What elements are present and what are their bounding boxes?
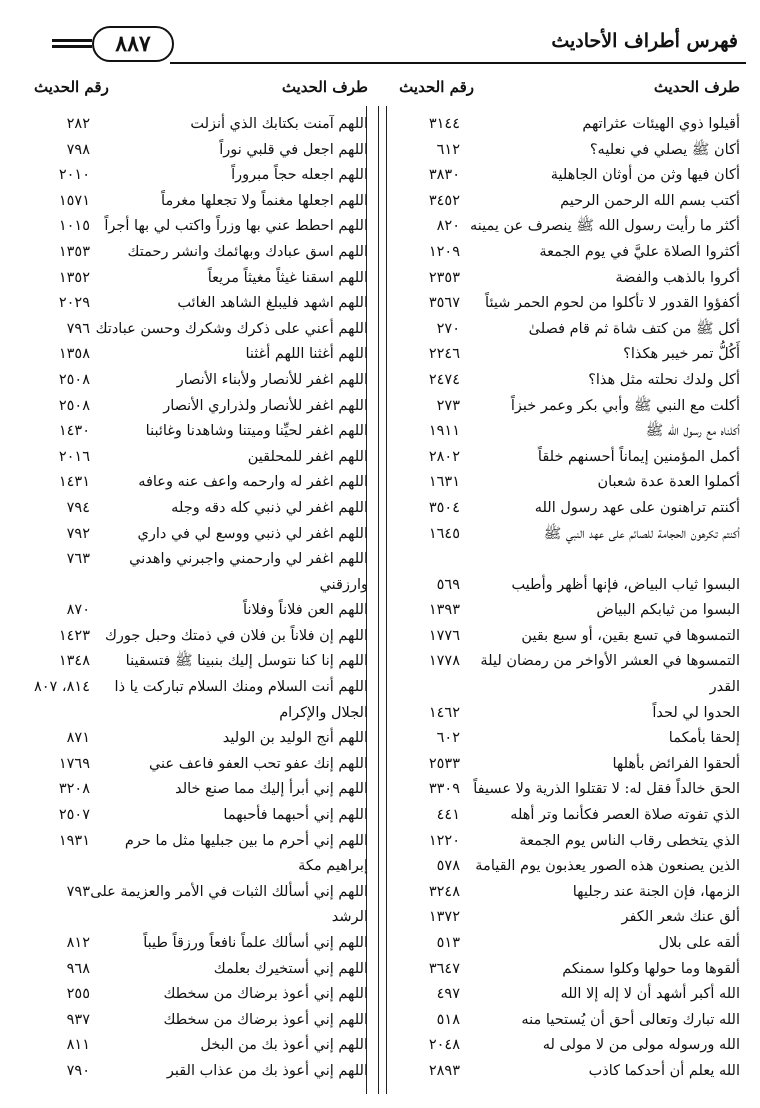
hadith-number: ٦٠٢ [436,730,460,747]
hadith-excerpt: اللهم أنت السلام ومنك السلام تباركت يا ذا الجلال والإكرام [114,679,368,721]
hadith-excerpt: البسوا من ثيابكم البياض [596,602,740,619]
hadith-number: ١٧٧٨ [428,653,460,670]
index-entry [16,931,370,957]
hadith-number: ١٢٢٠ [428,832,460,849]
index-entry [386,522,742,573]
hadith-number: ٤٤١ [436,807,460,824]
hadith-number: ١٣٩٣ [428,602,460,619]
index-entry [386,163,742,189]
header-rule [52,39,92,42]
hadith-number: ١٤٣٠ [58,423,90,440]
hadith-number: ٩٦٨ [66,960,90,977]
index-entry [16,342,370,368]
hadith-excerpt: اللهم إني أحبهما فأحبهما [223,807,368,824]
hadith-number: ٢٥٠٧ [58,807,90,824]
hadith-excerpt: اللهم إني أحرم ما بين جبليها مثل ما حرم إبراهيم مكة [124,832,368,875]
hadith-excerpt: أكثر ما رأيت رسول الله ﷺ ينصرف عن يمينه [469,218,740,235]
index-entry [16,675,370,726]
hadith-excerpt: اللهم اغفر للمحلقين [247,448,368,465]
hadith-number: ١٣٥٨ [58,346,90,363]
hadith-excerpt: ألق عنك شعر الكفر [621,909,740,926]
hadith-number: ٢٣٥٣ [428,269,460,286]
index-entry [386,1033,742,1059]
hadith-number: ٢٠٢٩ [58,295,90,312]
hadith-excerpt: اللهم إني أستخيرك بعلمك [213,960,368,977]
index-entry [386,649,742,700]
index-entry [16,649,370,675]
hadith-number: ١٧٦٩ [58,755,90,772]
index-entry [386,726,742,752]
index-entry [386,701,742,727]
index-entry [16,547,370,598]
hadith-excerpt: التمسوها في تسع بقين، أو سبع بقين [521,627,740,644]
hadith-excerpt: أكان فيها وثن من أوثان الجاهلية [550,167,740,184]
hadith-excerpt: اللهم أغثنا اللهم أغثنا [245,346,368,363]
index-entry [16,624,370,650]
column-separator [378,106,379,1094]
index-entry [16,803,370,829]
hadith-excerpt: اللهم إنك عفو تحب العفو فاعف عني [148,755,368,772]
hadith-excerpt: أكل ﷺ من كتف شاة ثم قام فصلىٰ [528,320,740,337]
right-number-header: رقم الحديث [399,78,474,96]
hadith-number: ١٣٤٨ [58,653,90,670]
hadith-excerpt: اللهم اغفر للأنصار ولأبناء الأنصار [176,371,368,388]
index-entry [386,752,742,778]
header-underline [170,62,746,64]
index-entry [16,317,370,343]
hadith-excerpt: ألقه على بلال [658,935,740,951]
hadith-number: ٣٥٦٧ [428,295,460,312]
hadith-excerpt: الحق خالداً فقل له: لا تقتلوا الذرية ولا عسيفاً [473,781,740,798]
index-entry [16,163,370,189]
hadith-excerpt: أكثروا الصلاة عليَّ في يوم الجمعة [539,243,740,260]
hadith-number: ٥١٣ [436,935,460,951]
hadith-excerpt: أكنتم تراهنون على عهد رسول الله [534,499,740,516]
hadith-number: ٧٩٣ [66,883,90,900]
index-entry [16,522,370,548]
hadith-number: ٢٧٣ [436,397,460,414]
index-entry [16,880,370,931]
index-entry [16,266,370,292]
hadith-number: ٣٥٠٤ [428,499,460,516]
index-entry [386,1008,742,1034]
hadith-number: ٧٩٦ [66,320,90,337]
hadith-excerpt: التمسوها في العشر الأواخر من رمضان ليلة القدر [480,653,740,696]
hadith-number: ٥٦٩ [436,576,460,593]
hadith-number: ٨١٤، ٨٠٧ [33,679,90,696]
index-entry [16,470,370,496]
hadith-number: ٧٩٤ [66,499,90,516]
index-entry [386,266,742,292]
hadith-excerpt: اللهم إنا كنا نتوسل إليك بنبينا ﷺ فتسقينا [125,653,368,670]
index-entry [386,496,742,522]
hadith-excerpt: أكنتم تكرهون الحجامة للصائم على عهد النبي ﷺ [543,525,740,542]
hadith-excerpt: اللهم إني أسألك الثبات في الأمر والعزيمة على الرشد [90,883,368,926]
hadith-number: ١٣٥٣ [58,243,90,260]
index-entry [386,419,742,445]
hadith-number: ١٦٤٥ [428,525,460,542]
header-rule [52,45,92,48]
hadith-number: ٣٢٠٨ [58,781,90,798]
index-entry [386,598,742,624]
index-entry [16,726,370,752]
hadith-number: ٣١٤٤ [428,116,460,132]
hadith-excerpt: اللهم اغفر للأنصار ولذراري الأنصار [163,397,368,414]
index-entry [386,829,742,855]
index-entry [386,905,742,931]
index-entry [16,419,370,445]
hadith-excerpt: ألحقوا الفرائض بأهلها [612,755,740,772]
hadith-number: ٢٢٤٦ [428,346,460,363]
index-entry [386,573,742,599]
hadith-number: ٢٤٧٤ [428,371,460,388]
index-entry [16,1059,370,1085]
index-entry [16,240,370,266]
hadith-number: ٣٤٥٢ [428,192,460,209]
index-entry [16,112,370,138]
hadith-number: ٦١٢ [436,141,460,158]
hadith-number: ٢٥٥ [66,986,90,1003]
index-entry [386,470,742,496]
hadith-excerpt: اللهم اسق عبادك وبهائمك وانشر رحمتك [127,243,368,260]
hadith-excerpt: أكفؤوا القدور لا تأكلوا من لحوم الحمر شيئاً [485,295,740,312]
hadith-excerpt: أكلناه مع رسول الله ﷺ [645,423,740,440]
hadith-excerpt: اللهم اسقنا غيثاً مغيثاً مريعاً [207,269,368,286]
index-entry [16,829,370,880]
right-index-column [386,112,742,1085]
index-entry [386,394,742,420]
hadith-excerpt: الذي تفوته صلاة العصر فكأنما وتر أهله [510,807,740,824]
hadith-excerpt: اللهم العن فلاناً وفلاناً [243,602,368,619]
hadith-excerpt: اللهم إن فلاناً بن فلان في ذمتك وحبل جورك [104,627,368,644]
hadith-number: ٧٩٢ [66,525,90,542]
hadith-excerpt: أكلت مع النبي ﷺ وأبي بكر وعمر خبزاً [510,397,740,414]
hadith-excerpt: اللهم آمنت بكتابك الذي أنزلت [190,116,368,132]
hadith-number: ٢٨٩٣ [428,1062,460,1079]
hadith-number: ١٣٥٢ [58,269,90,286]
hadith-number: ١٤٣١ [58,474,90,491]
hadith-number: ٢٥٠٨ [58,397,90,414]
hadith-number: ٢٥٠٨ [58,371,90,388]
hadith-number: ١٥٧١ [58,192,90,209]
hadith-excerpt: إلحقا بأمكما [668,730,740,747]
index-entry [386,291,742,317]
hadith-number: ٢٨٢ [66,116,90,132]
hadith-number: ٢٠١٠ [58,167,90,184]
hadith-number: ٧٩٨ [66,141,90,158]
right-hadith-header: طرف الحديث [653,78,740,96]
hadith-excerpt: اللهم اغفر لي ذنبي كله دقه وجله [171,499,368,516]
hadith-number: ١٩١١ [428,423,460,440]
hadith-number: ٧٦٣ [66,551,90,568]
hadith-number: ٧٩٠ [66,1062,90,1079]
hadith-excerpt: اللهم اغفر لحيِّنا وميتنا وشاهدنا وغائبنا [145,423,368,440]
hadith-number: ٨١١ [66,1037,90,1054]
hadith-number: ١٢٠٩ [428,243,460,260]
hadith-excerpt: أكملوا العدة عدة شعبان [597,474,740,491]
hadith-excerpt: الحدوا لي لحداً [652,704,740,721]
hadith-number: ١٩٣١ [58,832,90,849]
hadith-excerpt: الله يعلم أن أحدكما كاذب [588,1062,740,1079]
index-entry [16,394,370,420]
index-entry [16,496,370,522]
hadith-number: ٢٥٣٣ [428,755,460,772]
hadith-number: ٢٠١٦ [58,448,90,465]
index-entry [16,957,370,983]
hadith-excerpt: اللهم احطط عني بها وزراً واكتب لي بها أجراً [104,218,368,235]
hadith-number: ٢٧٠ [436,320,460,337]
index-entry [386,342,742,368]
hadith-excerpt: اللهم اغفر لي ذنبي ووسع لي في داري [137,525,368,542]
hadith-excerpt: اللهم إني أبرأ إليك مما صنع خالد [175,781,368,798]
hadith-excerpt: اللهم إني أعوذ بك من عذاب القبر [166,1062,368,1079]
index-entry [16,598,370,624]
hadith-number: ٣٦٤٧ [428,960,460,977]
index-entry [386,777,742,803]
index-entry [386,880,742,906]
index-entry [16,291,370,317]
index-entry [386,112,742,138]
hadith-excerpt: اللهم إني أسألك علماً نافعاً ورزقاً طيباً [143,935,368,951]
page-title: فهرس أطراف الأحاديث [551,30,738,52]
hadith-excerpt: اللهم اجعلها مغنماً ولا تجعلها مغرماً [161,192,368,209]
hadith-excerpt: أكروا بالذهب والفضة [615,269,740,286]
index-entry [386,138,742,164]
hadith-excerpt: البسوا ثياب البياض، فإنها أظهر وأطيب [511,576,740,593]
hadith-excerpt: اللهم اجعله حجاً مبروراً [231,167,368,184]
index-entry [386,240,742,266]
hadith-number: ٨٧٠ [66,602,90,619]
hadith-number: ٣٢٤٨ [428,883,460,900]
hadith-excerpt: الله تبارك وتعالى أحق أن يُستحيا منه [521,1011,740,1028]
hadith-excerpt: اللهم أعني على ذكرك وشكرك وحسن عبادتك [95,320,368,337]
index-entry [16,752,370,778]
hadith-number: ١٤٦٢ [428,704,460,721]
index-entry [16,189,370,215]
hadith-excerpt: اللهم إني أعوذ بك من البخل [200,1037,368,1054]
hadith-number: ٣٣٠٩ [428,781,460,798]
hadith-excerpt: أكتب بسم الله الرحمن الرحيم [560,192,740,209]
hadith-excerpt: الله أكبر أشهد أن لا إله إلا الله [560,986,740,1003]
hadith-number: ٨١٢ [66,935,90,951]
hadith-excerpt: اللهم اشهد فليبلغ الشاهد الغائب [177,295,368,312]
page-number: ٨٨٧ [92,26,174,62]
index-entry [16,445,370,471]
index-entry [16,138,370,164]
hadith-excerpt: أكل ولدك نحلته مثل هذا؟ [588,371,740,388]
hadith-number: ٨٧١ [66,730,90,747]
index-entry [386,1059,742,1085]
hadith-excerpt: أكان ﷺ يصلي في نعليه؟ [589,141,740,158]
index-entry [386,189,742,215]
index-entry [16,1008,370,1034]
hadith-number: ٤٩٧ [436,986,460,1003]
index-entry [386,854,742,880]
hadith-number: ١٤٢٣ [58,627,90,644]
hadith-excerpt: اللهم أنج الوليد بن الوليد [222,730,368,747]
hadith-number: ٢٠٤٨ [428,1037,460,1054]
hadith-number: ٢٨٠٢ [428,448,460,465]
index-entry [386,624,742,650]
index-entry [386,931,742,957]
hadith-number: ١٠١٥ [58,218,90,235]
hadith-excerpt: الذين يصنعون هذه الصور يعذبون يوم القيامة [475,858,740,875]
index-entry [386,982,742,1008]
hadith-excerpt: الزمها، فإن الجنة عند رجليها [572,883,740,900]
hadith-number: ٣٨٣٠ [428,167,460,184]
hadith-excerpt: اللهم إني أعوذ برضاك من سخطك [163,1011,368,1028]
left-number-header: رقم الحديث [34,78,109,96]
hadith-number: ٨٢٠ [436,218,460,235]
hadith-excerpt: اللهم اغفر لي وارحمني واجبرني واهدني وارزقني [129,551,368,593]
hadith-excerpt: اللهم إني أعوذ برضاك من سخطك [163,986,368,1003]
index-entry [386,957,742,983]
left-hadith-header: طرف الحديث [281,78,368,96]
index-entry [386,445,742,471]
left-index-column [16,112,370,1085]
hadith-excerpt: اللهم اجعل في قلبي نوراً [219,141,368,158]
hadith-excerpt: الله ورسوله مولى من لا مولى له [542,1037,740,1054]
index-entry [16,368,370,394]
index-entry [386,317,742,343]
index-entry [386,368,742,394]
index-entry [16,214,370,240]
hadith-excerpt: ألقوها وما حولها وكلوا سمنكم [562,960,740,977]
hadith-number: ٥١٨ [436,1011,460,1028]
hadith-excerpt: أقيلوا ذوي الهيئات عثراتهم [582,116,740,132]
hadith-number: ١٧٧٦ [428,627,460,644]
index-entry [16,1033,370,1059]
hadith-number: ٥٧٨ [436,858,460,875]
index-entry [386,803,742,829]
page-header [14,22,746,72]
hadith-number: ١٣٧٢ [428,909,460,926]
hadith-number: ١٦٣١ [428,474,460,491]
index-entry [386,214,742,240]
hadith-excerpt: اللهم اغفر له وارحمه واعف عنه وعافه [138,474,368,491]
index-entry [16,982,370,1008]
hadith-excerpt: أكمل المؤمنين إيماناً أحسنهم خلقاً [537,448,740,465]
hadith-excerpt: أَكُلُّ تمر خيبر هكذا؟ [623,346,740,363]
hadith-number: ٩٣٧ [66,1011,90,1028]
hadith-excerpt: الذي يتخطى رقاب الناس يوم الجمعة [519,832,740,849]
index-entry [16,777,370,803]
